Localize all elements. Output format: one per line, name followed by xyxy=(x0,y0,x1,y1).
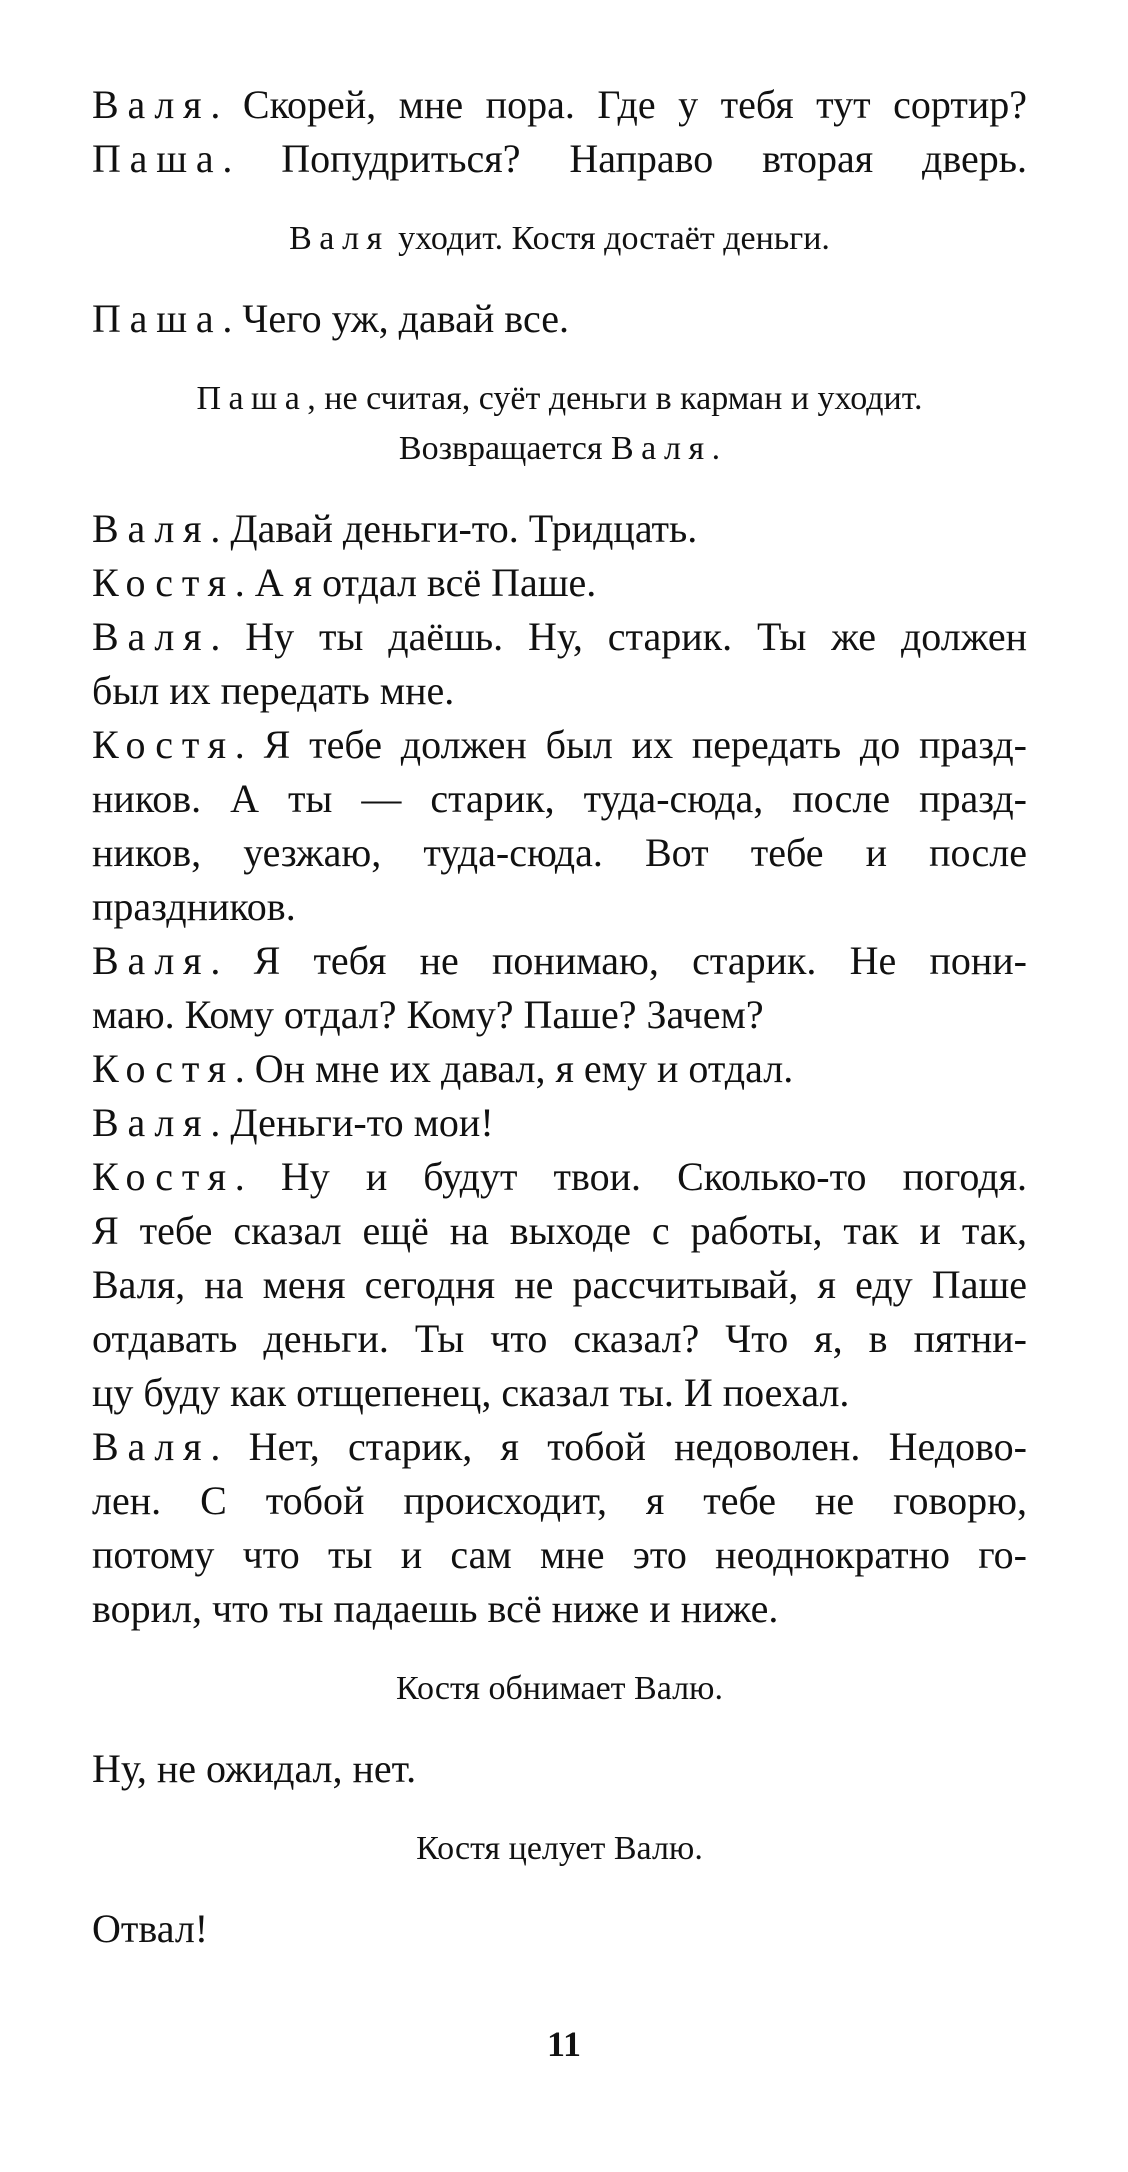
line-text: ворил, что ты падаешь всё ниже и ниже. xyxy=(92,1586,779,1631)
line-text: Отвал! xyxy=(92,1906,209,1951)
spacer xyxy=(92,1714,1027,1742)
line-text: ников. А ты — старик, туда-сюда, после празд- xyxy=(92,776,1027,821)
line-text: . Нет, старик, я тобой недоволен. Недово- xyxy=(210,1424,1027,1469)
line-text: уходит. Костя достаёт деньги. xyxy=(389,220,830,257)
dialogue-line xyxy=(92,556,1027,610)
text-line xyxy=(92,1258,1027,1312)
dialogue-line xyxy=(92,1420,1027,1474)
dialogue-line xyxy=(92,1042,1027,1096)
line-text: Возвращается xyxy=(398,430,612,467)
dialogue-line xyxy=(92,1150,1027,1204)
line-text: Ну, не ожидал, нет. xyxy=(92,1746,417,1791)
line-text: . xyxy=(711,430,721,467)
speaker-name: Валя xyxy=(289,220,390,257)
line-text: праздников. xyxy=(92,884,296,929)
stage-direction xyxy=(92,1664,1027,1714)
text-line xyxy=(92,1312,1027,1366)
line-text: Валя, на меня сегодня не рассчитывай, я еду Паше xyxy=(92,1262,1027,1307)
stage-direction xyxy=(92,424,1027,474)
dialogue-line xyxy=(92,132,1027,186)
spacer xyxy=(92,346,1027,374)
dialogue-line xyxy=(92,610,1027,664)
speaker-name: Валя xyxy=(92,1100,211,1145)
text-line xyxy=(92,1204,1027,1258)
speaker-name: Костя xyxy=(92,722,235,767)
line-text: потому что ты и сам мне это неоднократно го- xyxy=(92,1532,1027,1577)
dialogue-line xyxy=(92,934,1027,988)
page-number: 11 xyxy=(546,2024,581,2064)
line-text: Я тебе сказал ещё на выходе с работы, так и так, xyxy=(92,1208,1027,1253)
spacer xyxy=(92,474,1027,502)
text-line xyxy=(92,988,1027,1042)
speaker-name: Паша xyxy=(92,296,223,341)
line-text: . А я отдал всё Паше. xyxy=(234,560,597,605)
stage-direction xyxy=(92,1824,1027,1874)
line-text: . Я тебе должен был их передать до празд- xyxy=(234,722,1027,767)
line-text: . Ну ты даёшь. Ну, старик. Ты же должен xyxy=(210,614,1027,659)
spacer xyxy=(92,264,1027,292)
line-text: был их передать мне. xyxy=(92,668,455,713)
line-text: . Я тебя не понимаю, старик. Не пони- xyxy=(210,938,1027,983)
text-line xyxy=(92,1366,1027,1420)
speaker-name: Костя xyxy=(92,560,235,605)
spacer xyxy=(92,1636,1027,1664)
text-line xyxy=(92,1902,1027,1956)
dialogue-line xyxy=(92,718,1027,772)
spacer xyxy=(92,1874,1027,1902)
line-text: маю. Кому отдал? Кому? Паше? Зачем? xyxy=(92,992,764,1037)
speaker-name: Валя xyxy=(611,430,712,467)
text-line xyxy=(92,1528,1027,1582)
speaker-name: Валя xyxy=(92,82,211,127)
dialogue-line xyxy=(92,78,1027,132)
spacer xyxy=(92,1796,1027,1824)
line-text: Костя обнимает Валю. xyxy=(396,1670,723,1707)
line-text: цу буду как отщепенец, сказал ты. И поехал. xyxy=(92,1370,850,1415)
line-text: Костя целует Валю. xyxy=(416,1830,703,1867)
line-text: , не считая, суёт деньги в карман и уходит. xyxy=(307,380,923,417)
line-text: . Он мне их давал, я ему и отдал. xyxy=(234,1046,794,1091)
text-line xyxy=(92,880,1027,934)
speaker-name: Валя xyxy=(92,1424,211,1469)
speaker-name: Костя xyxy=(92,1154,235,1199)
line-text: . Скорей, мне пора. Где у тебя тут сортир? xyxy=(210,82,1027,127)
line-text: отдавать деньги. Ты что сказал? Что я, в пятни- xyxy=(92,1316,1027,1361)
line-text: ников, уезжаю, туда-сюда. Вот тебе и после xyxy=(92,830,1027,875)
text-line xyxy=(92,772,1027,826)
stage-direction xyxy=(92,214,1027,264)
speaker-name: Валя xyxy=(92,614,211,659)
line-text: . Чего уж, давай все. xyxy=(222,296,569,341)
page-body xyxy=(92,78,1027,1956)
speaker-name: Костя xyxy=(92,1046,235,1091)
speaker-name: Валя xyxy=(92,506,211,551)
line-text: . Ну и будут твои. Сколько-то погодя. xyxy=(234,1154,1027,1199)
line-text: . Попудриться? Направо вторая дверь. xyxy=(222,136,1027,181)
text-line xyxy=(92,1582,1027,1636)
spacer xyxy=(92,186,1027,214)
stage-direction xyxy=(92,374,1027,424)
speaker-name: Паша xyxy=(92,136,223,181)
line-text: . Давай деньги-то. Тридцать. xyxy=(210,506,698,551)
text-line xyxy=(92,1474,1027,1528)
text-line xyxy=(92,826,1027,880)
text-line xyxy=(92,1742,1027,1796)
line-text: лен. С тобой происходит, я тебе не говорю, xyxy=(92,1478,1027,1523)
line-text: . Деньги-то мои! xyxy=(210,1100,494,1145)
text-line xyxy=(92,664,1027,718)
dialogue-line xyxy=(92,502,1027,556)
speaker-name: Валя xyxy=(92,938,211,983)
speaker-name: Паша xyxy=(196,380,308,417)
dialogue-line xyxy=(92,1096,1027,1150)
dialogue-line xyxy=(92,292,1027,346)
